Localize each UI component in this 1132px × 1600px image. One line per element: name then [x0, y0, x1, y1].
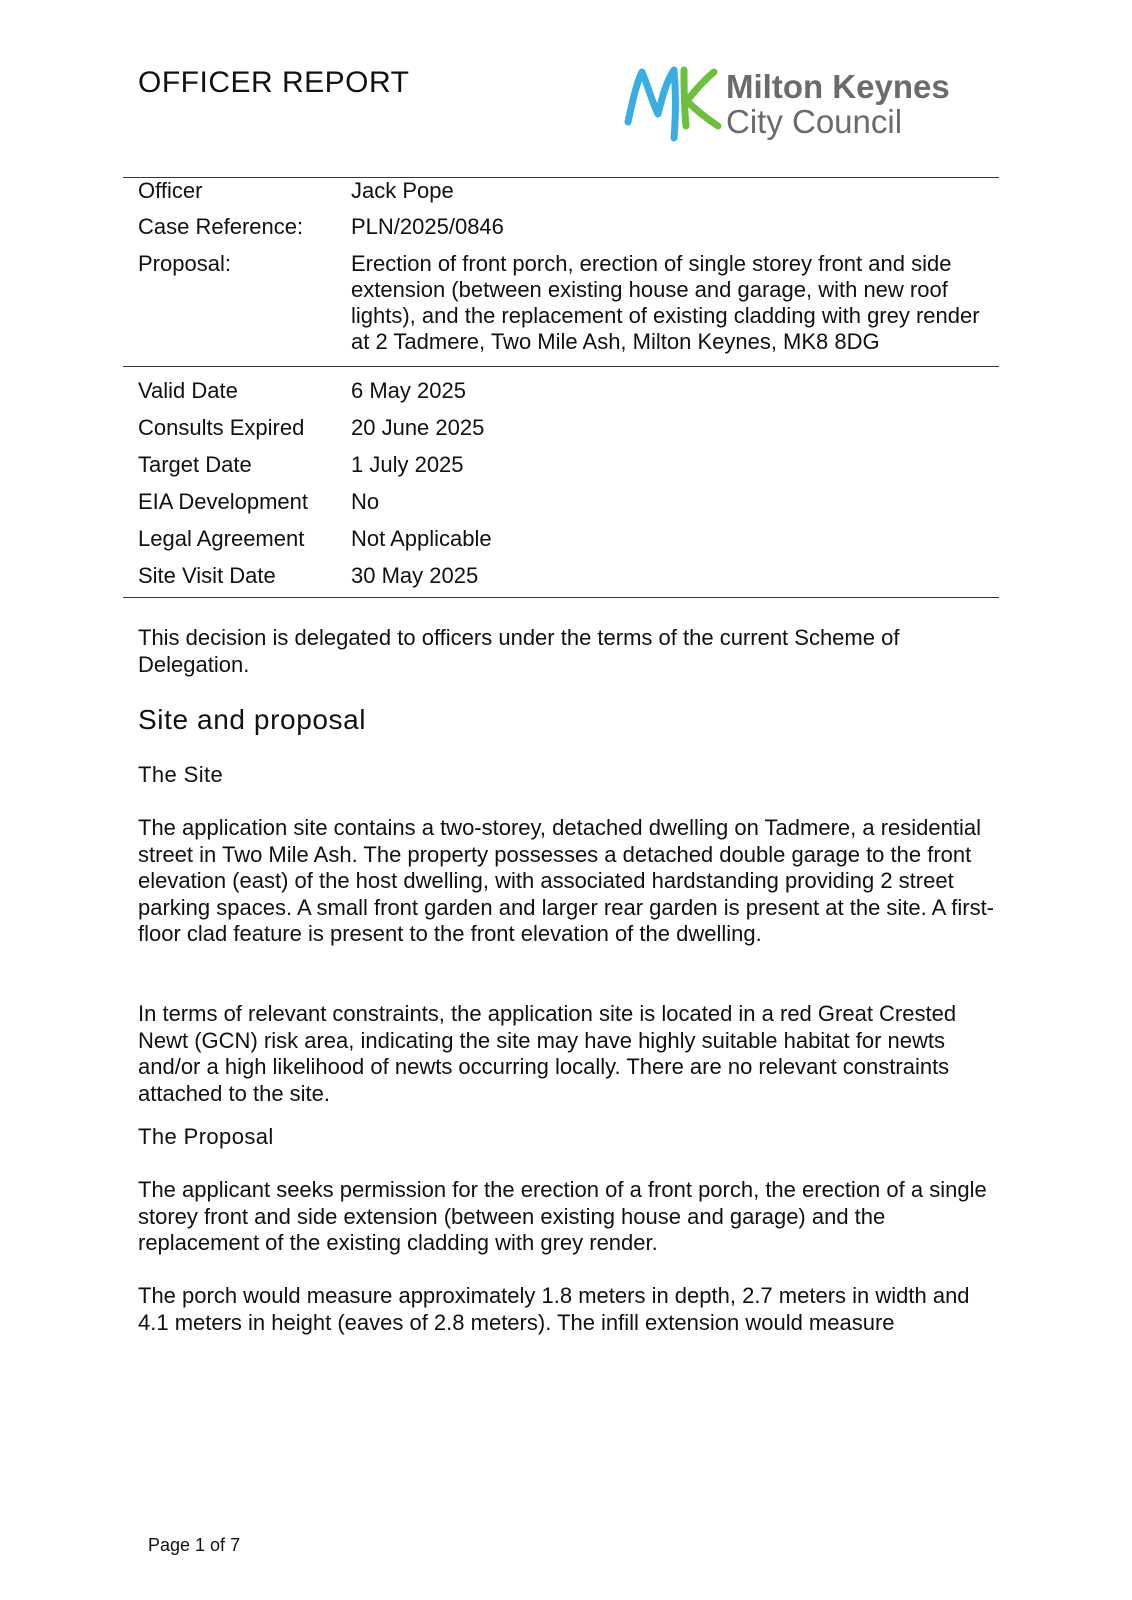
- dates-label: Target Date: [138, 452, 252, 477]
- dates-label: EIA Development: [138, 489, 308, 514]
- summary-value: Erection of front porch, erection of single storey front and side extension (between existing house and garage, with new roof lights), and the replacement of existing cladding with grey render at 2 Tadmere, Two Mile Ash, Milton Keynes, MK8 8DG: [351, 251, 980, 354]
- table-middle-rule: [123, 366, 999, 367]
- summary-value: Jack Pope: [351, 178, 454, 203]
- logo-text-line1: Milton Keynes: [726, 68, 950, 105]
- table-bottom-rule: [123, 597, 999, 598]
- dates-label: Site Visit Date: [138, 563, 276, 588]
- summary-label: Case Reference:: [138, 214, 304, 239]
- report-title: OFFICER REPORT: [138, 66, 410, 99]
- dates-value: Not Applicable: [351, 526, 492, 551]
- dates-value: 1 July 2025: [351, 452, 464, 477]
- mk-logo-mark: [622, 62, 722, 144]
- section-heading: Site and proposal: [138, 704, 367, 735]
- dates-value: 30 May 2025: [351, 563, 479, 588]
- council-logo: [622, 62, 992, 144]
- dates-value: No: [351, 489, 380, 514]
- logo-text-line2: City Council: [726, 103, 903, 140]
- summary-label: Officer: [138, 178, 203, 203]
- delegation-paragraph: This decision is delegated to officers under the terms of the current Scheme of Delegation.: [138, 625, 900, 677]
- site-heading: The Site: [138, 762, 224, 787]
- site-paragraph-1: The application site contains a two-storey, detached dwelling on Tadmere, a residential street in Two Mile Ash. The property possesses a detached double garage to the front elevation (east) of the host dwelling, with associated hardstanding providing 2 street parking spaces. A small front garden and larger rear garden is present at the site. A first-floor clad feature is present to the front elevation of the dwelling.: [138, 815, 995, 946]
- page-number: Page 1 of 7: [148, 1535, 241, 1555]
- summary-value: PLN/2025/0846: [351, 214, 504, 239]
- dates-value: 20 June 2025: [351, 415, 485, 440]
- proposal-heading: The Proposal: [138, 1124, 274, 1149]
- site-paragraph-2: In terms of relevant constraints, the application site is located in a red Great Crested Newt (GCN) risk area, indicating the site may have highly suitable habitat for newts and/or a high likelihood of newts occurring locally. There are no relevant constraints attached to the site.: [138, 1001, 957, 1106]
- proposal-paragraph-1: The applicant seeks permission for the erection of a front porch, the erection of a single storey front and side extension (between existing house and garage) and the replacement of the existing cladding with grey render.: [138, 1177, 987, 1255]
- summary-label: Proposal:: [138, 251, 231, 276]
- dates-label: Consults Expired: [138, 415, 305, 440]
- dates-value: 6 May 2025: [351, 378, 466, 403]
- dates-label: Valid Date: [138, 378, 238, 403]
- dates-label: Legal Agreement: [138, 526, 305, 551]
- proposal-paragraph-2: The porch would measure approximately 1.8 meters in depth, 2.7 meters in width and 4.1 meters in height (eaves of 2.8 meters). The infill extension would measure: [138, 1283, 970, 1335]
